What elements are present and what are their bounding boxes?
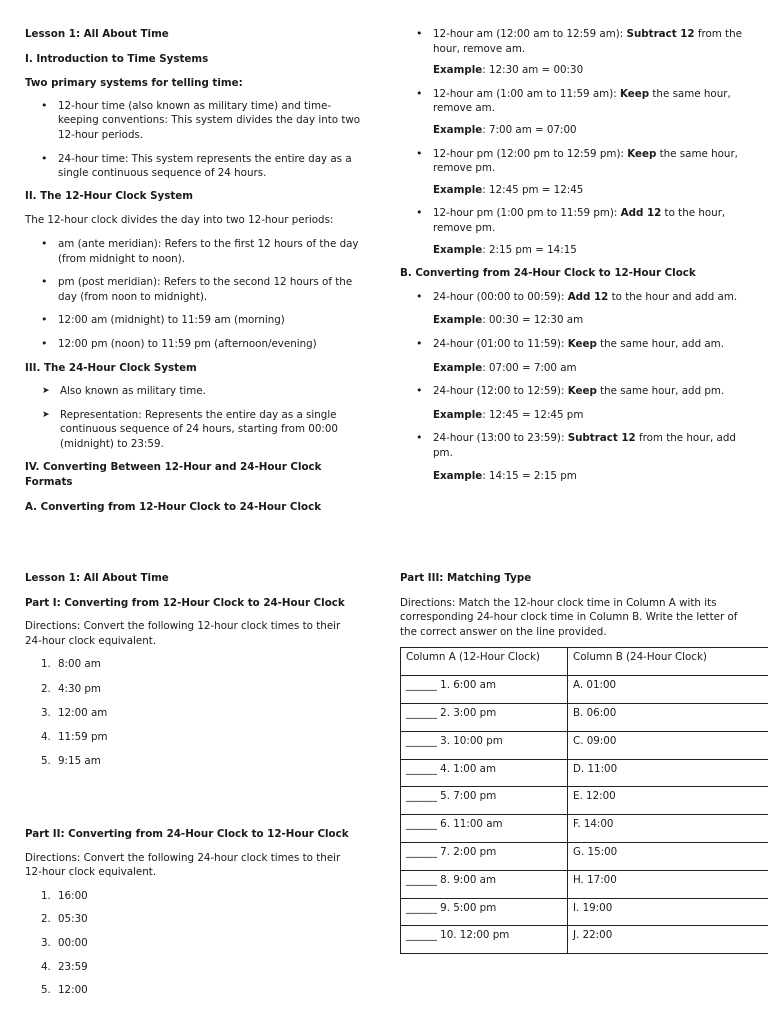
- column-a-cell[interactable]: ______ 3. 10:00 pm: [401, 731, 568, 759]
- part-3-heading: Part III: Matching Type: [400, 572, 532, 584]
- column-a-cell[interactable]: ______ 5. 7:00 pm: [401, 787, 568, 815]
- column-a-cell[interactable]: ______ 7. 2:00 pm: [401, 842, 568, 870]
- section-1-heading: I. Introduction to Time Systems: [25, 52, 209, 65]
- rule-example: Example: 7:00 am = 07:00: [433, 123, 577, 136]
- rule-item: • 24-hour (01:00 to 11:59): Keep the same hour, add am.: [400, 337, 745, 352]
- section-1-subheading: Two primary systems for telling time:: [25, 77, 243, 90]
- section-3-heading: III. The 24-Hour Clock System: [25, 361, 197, 374]
- part-2-heading: Part II: Converting from 24-Hour Clock to 12-Hour Clock: [25, 828, 349, 840]
- table-row: [401, 731, 768, 759]
- list-item: 2. 05:30: [41, 913, 88, 926]
- part-1-directions: Directions: Convert the following 12-hour clock times to their 24-hour clock equivalent.: [25, 620, 341, 647]
- table-row: [401, 787, 768, 815]
- rule-item: • 24-hour (00:00 to 00:59): Add 12 to the hour and add am.: [400, 290, 745, 305]
- column-b-cell: I. 19:00: [568, 898, 768, 926]
- list-item: • 24-hour time: This system represents the entire day as a single continuous sequence of 24 hours.: [25, 152, 370, 181]
- rule-example: Example: 12:45 pm = 12:45: [433, 183, 584, 196]
- section-1-list: [25, 99, 370, 181]
- column-b-cell: C. 09:00: [568, 731, 768, 759]
- table-row: [401, 815, 768, 843]
- section-4-heading: IV. Converting Between 12-Hour and 24-Hour Clock Formats: [25, 461, 322, 489]
- rule-item: • 12-hour pm (12:00 pm to 12:59 pm): Keep the same hour, remove pm.: [400, 147, 745, 176]
- list-item: • 12:00 am (midnight) to 11:59 am (morning): [25, 313, 370, 328]
- top-right-column: [400, 27, 745, 484]
- section-2-heading: II. The 12-Hour Clock System: [25, 189, 193, 202]
- column-b-cell: B. 06:00: [568, 703, 768, 731]
- rule-example: Example: 00:30 = 12:30 am: [433, 314, 584, 327]
- section-2-intro: The 12-hour clock divides the day into two 12-hour periods:: [25, 214, 334, 227]
- matching-table: [400, 647, 768, 954]
- list-item: 3. 00:00: [41, 936, 88, 949]
- column-a-cell[interactable]: ______ 1. 6:00 am: [401, 676, 568, 704]
- rules-b-list: [400, 290, 745, 484]
- part-2-directions: Directions: Convert the following 24-hour clock times to their 12-hour clock equivalent.: [25, 851, 341, 879]
- rule-example: Example: 12:30 am = 00:30: [433, 64, 584, 77]
- list-item: 5. 12:00: [41, 984, 88, 997]
- list-item: 2. 4:30 pm: [41, 682, 101, 695]
- rule-example: Example: 07:00 = 7:00 am: [433, 361, 577, 374]
- list-item: 1. 16:00: [41, 889, 88, 902]
- list-item: ➤ Representation: Represents the entire day as a single continuous sequence of 24 hours, starting from 00:00 (midnight) to 23:59.: [25, 408, 370, 452]
- list-item: • 12-hour time (also known as military time) and time-keeping conventions: This system divides the day into two 12-hour periods.: [25, 99, 370, 143]
- column-b-cell: J. 22:00: [568, 926, 768, 954]
- column-b-cell: E. 12:00: [568, 787, 768, 815]
- column-b-header: Column B (24-Hour Clock): [568, 648, 768, 676]
- column-a-cell[interactable]: ______ 9. 5:00 pm: [401, 898, 568, 926]
- rule-example: Example: 12:45 = 12:45 pm: [433, 408, 584, 421]
- list-item: 1. 8:00 am: [41, 658, 101, 671]
- list-item: • am (ante meridian): Refers to the first 12 hours of the day (from midnight to noon).: [25, 237, 370, 266]
- column-b-cell: A. 01:00: [568, 676, 768, 704]
- column-b-cell: G. 15:00: [568, 842, 768, 870]
- column-b-cell: F. 14:00: [568, 815, 768, 843]
- column-a-cell[interactable]: ______ 4. 1:00 am: [401, 759, 568, 787]
- list-item: 4. 23:59: [41, 960, 88, 973]
- column-a-cell[interactable]: ______ 10. 12:00 pm: [401, 926, 568, 954]
- part-1-list: [25, 657, 360, 768]
- list-item: 4. 11:59 pm: [41, 730, 108, 743]
- table-row: [401, 676, 768, 704]
- table-row: [401, 842, 768, 870]
- list-item: 3. 12:00 am: [41, 706, 108, 719]
- section-3-list: [25, 384, 370, 451]
- list-item: • 12:00 pm (noon) to 11:59 pm (afternoon/evening): [25, 337, 370, 352]
- lesson-title-2: Lesson 1: All About Time: [25, 572, 169, 584]
- list-item: ➤ Also known as military time.: [25, 384, 370, 399]
- column-a-cell[interactable]: ______ 8. 9:00 am: [401, 870, 568, 898]
- lesson-title: Lesson 1: All About Time: [25, 28, 169, 40]
- table-row: [401, 898, 768, 926]
- bottom-left-column: [25, 571, 360, 769]
- table-header-row: [401, 648, 768, 676]
- rule-item: • 12-hour am (12:00 am to 12:59 am): Subtract 12 from the hour, remove am.: [400, 27, 745, 56]
- part-1-heading: Part I: Converting from 12-Hour Clock to 24-Hour Clock: [25, 596, 345, 609]
- rules-a-list: [400, 27, 745, 257]
- section-b-heading: B. Converting from 24-Hour Clock to 12-Hour Clock: [400, 267, 696, 280]
- table-row: [401, 759, 768, 787]
- list-item: • pm (post meridian): Refers to the second 12 hours of the day (from noon to midnight).: [25, 275, 370, 304]
- rule-example: Example: 14:15 = 2:15 pm: [433, 470, 577, 483]
- rule-item: • 12-hour am (1:00 am to 11:59 am): Keep the same hour, remove am.: [400, 87, 745, 116]
- section-a-heading: A. Converting from 12-Hour Clock to 24-Hour Clock: [25, 500, 322, 513]
- rule-item: • 24-hour (12:00 to 12:59): Keep the same hour, add pm.: [400, 384, 745, 399]
- rule-item: • 12-hour pm (1:00 pm to 11:59 pm): Add 12 to the hour, remove pm.: [400, 206, 745, 235]
- part-2-list: [25, 889, 360, 998]
- column-b-cell: H. 17:00: [568, 870, 768, 898]
- table-row: [401, 926, 768, 954]
- column-a-cell[interactable]: ______ 2. 3:00 pm: [401, 703, 568, 731]
- top-left-column: [25, 27, 370, 514]
- table-row: [401, 703, 768, 731]
- part-3-directions: Directions: Match the 12-hour clock time in Column A with its corresponding 24-hour clock time in Column B. Write the letter of the correct answer on the line provided.: [400, 596, 738, 638]
- table-row: [401, 870, 768, 898]
- column-b-cell: D. 11:00: [568, 759, 768, 787]
- bottom-right-column: [400, 571, 745, 954]
- part-2-block: [25, 827, 360, 998]
- rule-item: • 24-hour (13:00 to 23:59): Subtract 12 from the hour, add pm.: [400, 431, 745, 460]
- list-item: 5. 9:15 am: [41, 755, 101, 768]
- column-a-cell[interactable]: ______ 6. 11:00 am: [401, 815, 568, 843]
- column-a-header: Column A (12-Hour Clock): [401, 648, 568, 676]
- rule-example: Example: 2:15 pm = 14:15: [433, 243, 577, 256]
- section-2-list: [25, 237, 370, 352]
